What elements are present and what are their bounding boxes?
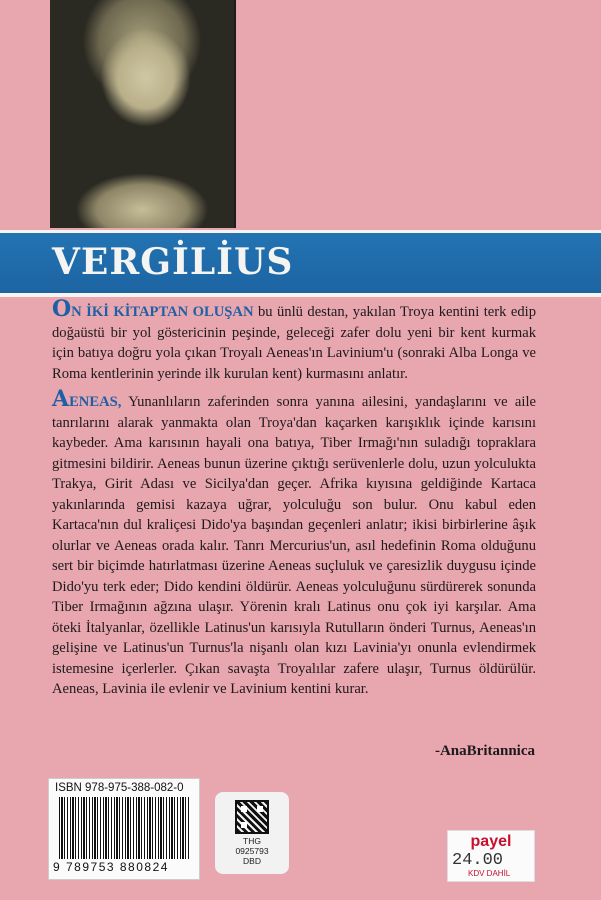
price-brand: payel xyxy=(470,833,512,850)
body-1: bu ünlü destan, yakılan Troya kentini terk edip doğaüstü bir yol göstericinin peşinde, geleceği zafer dolu yeni bir kent kurmak için batıya doğru yola çıkan Troyalı Aeneas'ın Lavinium'u (sonraki Alba Longa ve Roma kentlerinin yerinde ilk kurulan kent) kurmasını anlatır. xyxy=(52,304,536,382)
blurb xyxy=(52,296,536,708)
price-value: 24.00 xyxy=(452,851,504,870)
lead-1: N İKİ KİTAPTAN OLUŞAN xyxy=(71,304,254,320)
isbn-barcode xyxy=(48,778,200,880)
paragraph-1 xyxy=(52,296,536,384)
qr-code-icon xyxy=(235,800,269,834)
drop-cap-2: A xyxy=(52,386,70,412)
barcode-bars xyxy=(59,797,191,859)
paragraph-2 xyxy=(52,386,536,700)
body-2: Yunanlıların zaferinden sonra yanına ailesini, yandaşlarını ve aile tanrılarını alarak yanmakta olan Troya'dan kaçarken karışıklık içinde karısını kaybeder. Ama karısının hayali ona batıya, Tiber Irmağı'nın suladığı topraklara gitmesini bildirir. Aeneas bunun üzerine çıktığı serüvenlerle dolu, uzun yolculukta Trakya, Girit Adası ve Sicilya'dan geçer. Afrika kıyısına geldiğinde Kartaca yakınlarında gemisi kazaya uğrar, yolculuğu son bulur. Onu kabul eden Kartaca'nın dul kraliçesi Dido'ya başından geçenleri anlatır; ikisi birbirlerine âşık olurlar ve Aeneas orada kalır. Tanrı Mercurius'un, asıl hedefinin Roma olduğunu sert bir biçimde hatırlatması üzerine Aeneas suçluluk ve çaresizlik duygusu içinde Dido'yu terk eder; Dido kendini öldürür. Aeneas yolculuğunu sürdürerek sonunda Tiber Irmağının ağzına ulaşır. Yörenin kralı Latinus onu çok iyi karşılar. Ama öteki İtalyanlar, özellikle Latinus'un karısıyla Rutulların önderi Turnus, Aeneas'ın gelişine ve Latinus'un Turnus'la nişanlı olan kızı Lavinia'yı onunla evlendirmek istemesine içerlerler. Çıkan savaşta Troyalılar zafere ulaşır, Turnus öldürülür. Aeneas, Lavinia ile evlenir ve Lavinium kentini kurar. xyxy=(52,394,536,697)
drop-cap-1: O xyxy=(52,296,72,322)
sticker-line-3: DBD xyxy=(243,856,261,866)
author-band xyxy=(0,230,601,297)
author-name: VERGİLİUS xyxy=(52,241,294,283)
barcode-number: 9 789753 880824 xyxy=(53,860,169,874)
sticker-line-1: THG xyxy=(243,836,261,846)
author-bust-photo xyxy=(50,0,236,228)
lead-2: ENEAS, xyxy=(69,394,122,410)
library-sticker xyxy=(215,792,289,874)
isbn-text: ISBN 978-975-388-082-0 xyxy=(55,782,184,794)
price-tag xyxy=(447,830,535,882)
source-credit: -AnaBritannica xyxy=(434,743,535,759)
sticker-line-2: 0925793 xyxy=(235,846,269,856)
price-note: KDV DAHİL xyxy=(468,869,511,878)
